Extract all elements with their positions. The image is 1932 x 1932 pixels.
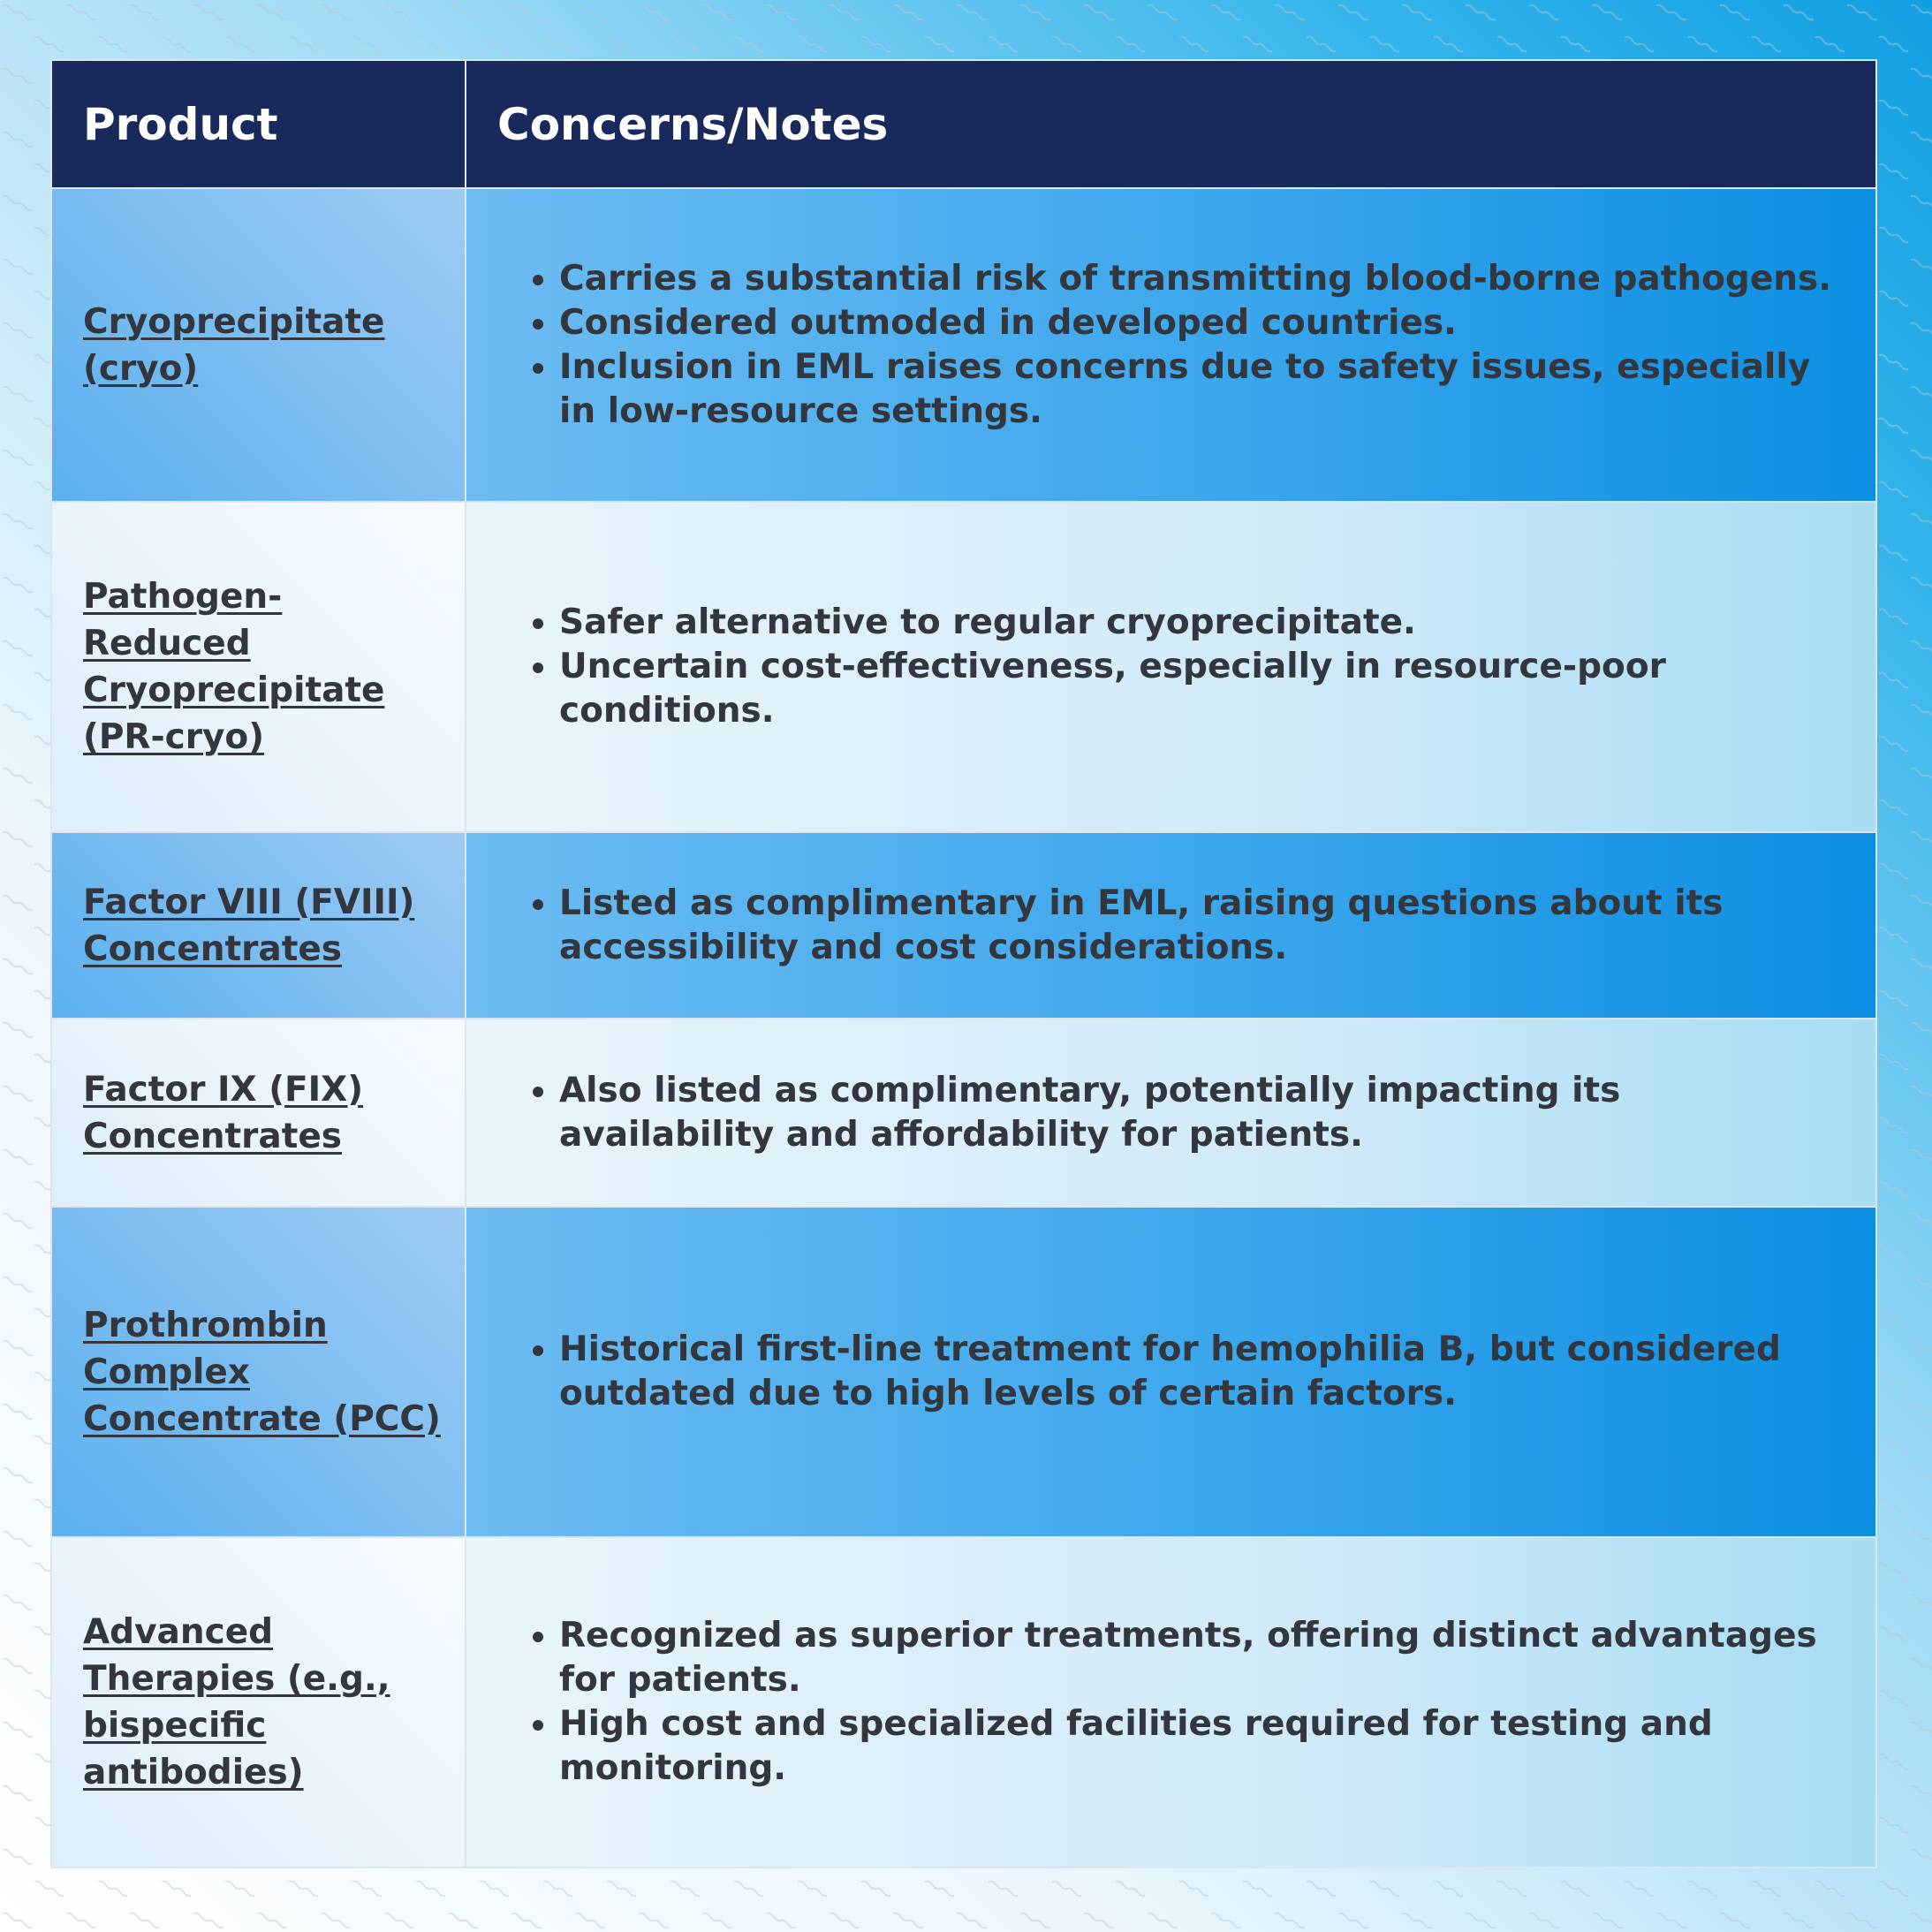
- note-item: • Recognized as superior treatments, offering distinct advantages for patients.: [559, 1614, 1840, 1702]
- note-item: • Inclusion in EML raises concerns due to safety issues, especially in low-resource settings.: [559, 345, 1840, 434]
- product-link-cryoprecipitate[interactable]: Cryoprecipitate (cryo): [83, 301, 385, 389]
- product-link-pr-cryo[interactable]: Pathogen-Reduced Cryoprecipitate (PR-cryo): [83, 577, 385, 757]
- product-cell-pr-cryo: [52, 503, 466, 833]
- product-cell-fix: [52, 1019, 466, 1208]
- product-link-pcc[interactable]: Prothrombin Complex Concentrate (PCC): [83, 1305, 441, 1439]
- notes-cell-pcc: [466, 1208, 1875, 1538]
- product-cell-cryoprecipitate: [52, 189, 466, 503]
- column-header-product: Product: [52, 61, 466, 189]
- notes-list: [511, 257, 1840, 434]
- note-item: • Historical first-line treatment for hemophilia B, but considered outdated due to high levels of certain factors.: [559, 1328, 1840, 1416]
- notes-cell-pr-cryo: [466, 503, 1875, 833]
- notes-list: [511, 601, 1840, 733]
- note-item: • Uncertain cost-effectiveness, especially in resource-poor conditions.: [559, 645, 1840, 733]
- note-item: • Safer alternative to regular cryoprecipitate.: [559, 601, 1840, 645]
- note-item: • Considered outmoded in developed countries.: [559, 301, 1840, 345]
- product-link-fix[interactable]: Factor IX (FIX) Concentrates: [83, 1069, 364, 1156]
- product-cell-fviii: [52, 833, 466, 1019]
- note-item: • High cost and specialized facilities required for testing and monitoring.: [559, 1702, 1840, 1791]
- notes-cell-advanced-therapies: [466, 1538, 1875, 1867]
- notes-cell-fix: [466, 1019, 1875, 1208]
- note-item: • Listed as complimentary in EML, raising questions about its accessibility and cost considerations.: [559, 882, 1840, 970]
- product-concerns-table: [50, 59, 1877, 1868]
- notes-cell-cryoprecipitate: [466, 189, 1875, 503]
- product-cell-pcc: [52, 1208, 466, 1538]
- note-item: • Also listed as complimentary, potentially impacting its availability and affordability for patients.: [559, 1069, 1840, 1157]
- column-header-concerns-notes: Concerns/Notes: [466, 61, 1875, 189]
- notes-list: [511, 1328, 1840, 1416]
- note-item: • Carries a substantial risk of transmitting blood-borne pathogens.: [559, 257, 1840, 301]
- notes-list: [511, 882, 1840, 970]
- product-link-fviii[interactable]: Factor VIII (FVIII) Concentrates: [83, 882, 415, 969]
- notes-list: [511, 1614, 1840, 1791]
- notes-cell-fviii: [466, 833, 1875, 1019]
- product-cell-advanced-therapies: [52, 1538, 466, 1867]
- product-link-advanced-therapies[interactable]: Advanced Therapies (e.g., bispecific antibodies): [83, 1612, 390, 1792]
- notes-list: [511, 1069, 1840, 1157]
